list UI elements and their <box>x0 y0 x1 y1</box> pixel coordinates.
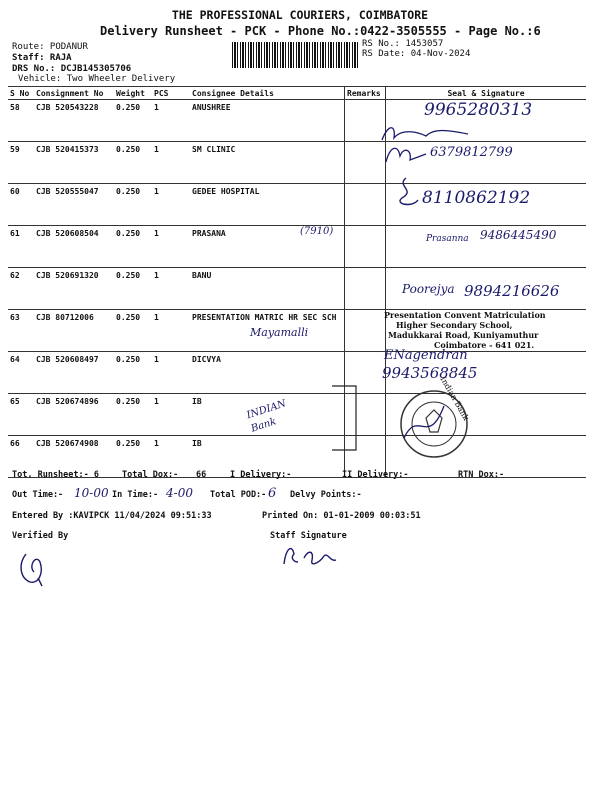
cell-sno: 61 <box>8 226 34 268</box>
handwritten-phone-64: 9943568845 <box>382 364 478 382</box>
cell-consignee: IB <box>190 394 345 436</box>
signature-59b-icon <box>382 142 432 168</box>
stamp-line-1: Presentation Convent Matriculation <box>384 310 546 320</box>
cell-sno: 63 <box>8 310 34 352</box>
total-pod-label: Total POD:- <box>210 490 267 500</box>
cell-remarks <box>345 226 386 268</box>
out-time-label: Out Time:- <box>12 490 64 500</box>
delvy-points: Delvy Points:- <box>290 490 362 500</box>
handwritten-phone-61: 9486445490 <box>480 228 557 242</box>
cell-weight: 0.250 <box>114 394 152 436</box>
bank-seal-text: Indian Bank <box>438 374 471 423</box>
cell-pcs: 1 <box>152 268 190 310</box>
cell-pcs: 1 <box>152 352 190 394</box>
in-time-value: 4-00 <box>166 486 193 500</box>
col-seal: Seal & Signature <box>386 87 587 100</box>
cell-consignment: CJB 520555047 <box>34 184 114 226</box>
col-consignee: Consignee Details <box>190 87 345 100</box>
rs-no-label: RS No.: 1453057 <box>362 39 444 49</box>
cell-sno: 62 <box>8 268 34 310</box>
cell-sno: 65 <box>8 394 34 436</box>
cell-consignment: CJB 520674896 <box>34 394 114 436</box>
cell-consignee: PRESENTATION MATRIC HR SEC SCH <box>190 310 345 352</box>
cell-remarks <box>345 310 386 352</box>
cell-pcs: 1 <box>152 184 190 226</box>
tot-runsheet: Tot. Runsheet:- 6 <box>12 470 99 480</box>
handwritten-remark-61: (7910) <box>300 226 334 237</box>
bracket-line-icon <box>330 384 360 454</box>
cell-consignment: CJB 520608504 <box>34 226 114 268</box>
printed-on: Printed On: 01-01-2009 00:03:51 <box>262 511 421 521</box>
cell-sno: 66 <box>8 436 34 478</box>
rtn-dox: RTN Dox:- <box>458 470 505 480</box>
handwritten-name-61: Prasanna <box>426 234 469 244</box>
handwritten-phone-60: 8110862192 <box>422 188 531 208</box>
staff-signature-label: Staff Signature <box>270 531 347 541</box>
staff-signature-icon <box>280 540 340 570</box>
cell-weight: 0.250 <box>114 100 152 142</box>
barcode-image <box>232 42 358 68</box>
stamp-line-3: Madukkarai Road, Kuniyamuthur <box>388 330 539 340</box>
cell-consignment: CJB 520608497 <box>34 352 114 394</box>
route-label: Route: PODANUR <box>12 42 88 52</box>
cell-consignment: CJB 520415373 <box>34 142 114 184</box>
cell-remarks <box>345 184 386 226</box>
ii-delivery: II Delivery:- <box>342 470 409 480</box>
rs-date-label: RS Date: 04-Nov-2024 <box>362 49 471 59</box>
stamp-line-4: Coimbatore - 641 021. <box>434 340 535 350</box>
cell-consignment: CJB 520543228 <box>34 100 114 142</box>
cell-remarks <box>345 268 386 310</box>
cell-pcs: 1 <box>152 394 190 436</box>
cell-sno: 59 <box>8 142 34 184</box>
verified-by-label: Verified By <box>12 531 69 541</box>
signature-60-icon <box>392 176 422 210</box>
cell-sno: 60 <box>8 184 34 226</box>
cell-pcs: 1 <box>152 142 190 184</box>
vehicle-label: Vehicle: Two Wheeler Delivery <box>18 74 176 84</box>
col-sno: S No <box>8 87 34 100</box>
col-pcs: PCS <box>152 87 190 100</box>
total-dox-label: Total Dox:- <box>122 470 179 480</box>
cell-weight: 0.250 <box>114 436 152 478</box>
cell-sno: 64 <box>8 352 34 394</box>
cell-consignee: SM CLINIC <box>190 142 345 184</box>
col-weight: Weight <box>114 87 152 100</box>
cell-consignee: ANUSHREE <box>190 100 345 142</box>
cell-weight: 0.250 <box>114 310 152 352</box>
cell-consignment: CJB 520691320 <box>34 268 114 310</box>
cell-consignee: IB <box>190 436 345 478</box>
cell-consignee: GEDEE HOSPITAL <box>190 184 345 226</box>
cell-remarks <box>345 142 386 184</box>
table-row <box>8 352 586 394</box>
runsheet-subtitle: Delivery Runsheet - PCK - Phone No.:0422-3505555 - Page No.:6 <box>100 24 541 38</box>
verified-signature-icon <box>16 548 50 588</box>
handwritten-name-62: Poorejya <box>402 282 455 296</box>
cell-consignment: CJB 520674908 <box>34 436 114 478</box>
entered-by: Entered By :KAVIPCK 11/04/2024 09:51:33 <box>12 511 212 521</box>
staff-label: Staff: RAJA <box>12 53 72 63</box>
handwritten-phone-62: 9894216626 <box>464 282 560 300</box>
table-header-row <box>8 87 586 100</box>
handwritten-phone-58: 9965280313 <box>424 100 533 120</box>
in-time-label: In Time:- <box>112 490 159 500</box>
col-consignment: Consignment No <box>34 87 114 100</box>
i-delivery: I Delivery:- <box>230 470 292 480</box>
cell-consignee: BANU <box>190 268 345 310</box>
cell-pcs: 1 <box>152 436 190 478</box>
handwritten-name-63: Mayamalli <box>250 326 309 339</box>
out-time-value: 10-00 <box>74 486 109 500</box>
handwritten-indian-bank: INDIAN Bank <box>245 398 288 435</box>
col-remarks: Remarks <box>345 87 386 100</box>
company-title: THE PROFESSIONAL COURIERS, COIMBATORE <box>171 8 429 22</box>
cell-weight: 0.250 <box>114 352 152 394</box>
total-dox-value: 66 <box>196 470 207 480</box>
school-stamp <box>384 310 546 350</box>
cell-pcs: 1 <box>152 310 190 352</box>
cell-consignment: CJB 80712006 <box>34 310 114 352</box>
cell-sno: 58 <box>8 100 34 142</box>
handwritten-phone-59: 6379812799 <box>430 145 513 160</box>
handwritten-name-64: ENagendran <box>384 348 468 363</box>
cell-weight: 0.250 <box>114 226 152 268</box>
cell-weight: 0.250 <box>114 184 152 226</box>
cell-weight: 0.250 <box>114 268 152 310</box>
cell-pcs: 1 <box>152 226 190 268</box>
stamp-line-2: Higher Secondary School, <box>396 320 513 330</box>
cell-consignee: DICVYA <box>190 352 345 394</box>
cell-pcs: 1 <box>152 100 190 142</box>
cell-weight: 0.250 <box>114 142 152 184</box>
total-pod-value: 6 <box>268 486 277 501</box>
drs-label: DRS No.: DCJB145305706 <box>12 64 132 74</box>
cell-consignee: PRASANA <box>190 226 345 268</box>
